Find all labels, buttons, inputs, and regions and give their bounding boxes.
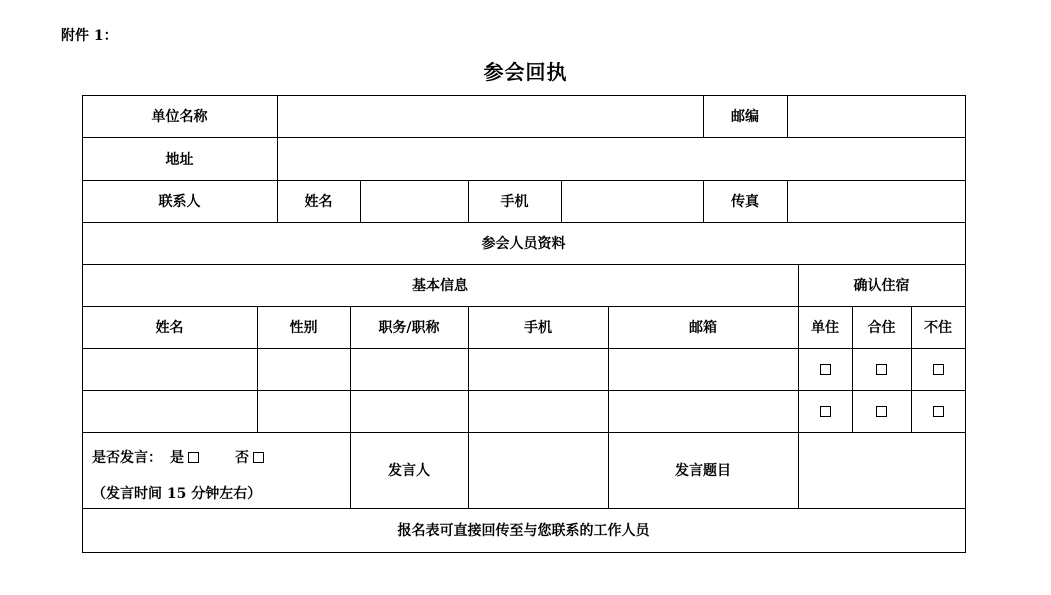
lodging-heading: 确认住宿	[853, 278, 910, 294]
table-row-2-single-room-checkbox[interactable]	[798, 390, 852, 432]
speech-question-label: 是否发言：	[92, 450, 162, 466]
column-header-title: 职务/职称	[378, 320, 440, 336]
table-row-1-no-room-checkbox[interactable]	[911, 348, 965, 390]
speech-yes-checkbox[interactable]	[188, 452, 199, 463]
contact-mobile-label: 手机	[500, 194, 529, 210]
speech-no-label: 否	[235, 450, 249, 466]
column-header-mobile: 手机	[524, 320, 552, 336]
table-row-2-no-room-checkbox[interactable]	[911, 390, 965, 432]
topic-label: 发言题目	[675, 463, 731, 479]
column-header-single-room: 单住	[811, 320, 839, 336]
contact-name-field[interactable]	[361, 180, 468, 222]
speaker-field[interactable]	[469, 432, 608, 508]
address-field[interactable]	[278, 137, 965, 180]
contact-mobile-field[interactable]	[562, 180, 703, 222]
checkbox-icon	[876, 364, 887, 375]
column-header-email: 邮箱	[689, 320, 717, 336]
speech-duration-note: （发言时间 15 分钟左右）	[92, 486, 262, 502]
column-header-gender: 性别	[289, 320, 318, 336]
column-header-shared-room: 合住	[867, 320, 896, 336]
attendee-section-heading: 参会人员资料	[481, 236, 566, 252]
attachment-label: 附件 1：	[61, 28, 118, 44]
postcode-field[interactable]	[788, 95, 965, 137]
table-row-1-single-room-checkbox[interactable]	[798, 348, 852, 390]
footer-note: 报名表可直接回传至与您联系的工作人员	[397, 523, 650, 539]
speech-no-checkbox[interactable]	[253, 452, 264, 463]
speech-question-line	[92, 447, 264, 467]
registration-form-table	[82, 95, 966, 553]
checkbox-icon	[820, 364, 831, 375]
column-header-no-room: 不住	[924, 320, 952, 336]
topic-field[interactable]	[799, 432, 965, 508]
basic-info-heading: 基本信息	[412, 278, 468, 294]
column-header-name: 姓名	[155, 320, 184, 336]
table-row-2-shared-room-checkbox[interactable]	[852, 390, 911, 432]
fax-label: 传真	[731, 194, 759, 210]
speaker-label: 发言人	[388, 463, 430, 479]
postcode-label: 邮编	[731, 109, 759, 125]
address-label: 地址	[165, 151, 194, 168]
checkbox-icon	[933, 364, 944, 375]
contact-name-label: 姓名	[304, 194, 333, 210]
speech-yes-label: 是	[170, 450, 184, 466]
page-title: 参会回执	[483, 60, 568, 84]
contact-label: 联系人	[158, 194, 201, 210]
fax-field[interactable]	[788, 180, 965, 222]
checkbox-icon	[820, 406, 831, 417]
table-row-1-shared-room-checkbox[interactable]	[852, 348, 911, 390]
unit-name-field[interactable]	[278, 95, 703, 137]
checkbox-icon	[933, 406, 944, 417]
unit-name-label: 单位名称	[151, 109, 208, 125]
checkbox-icon	[876, 406, 887, 417]
